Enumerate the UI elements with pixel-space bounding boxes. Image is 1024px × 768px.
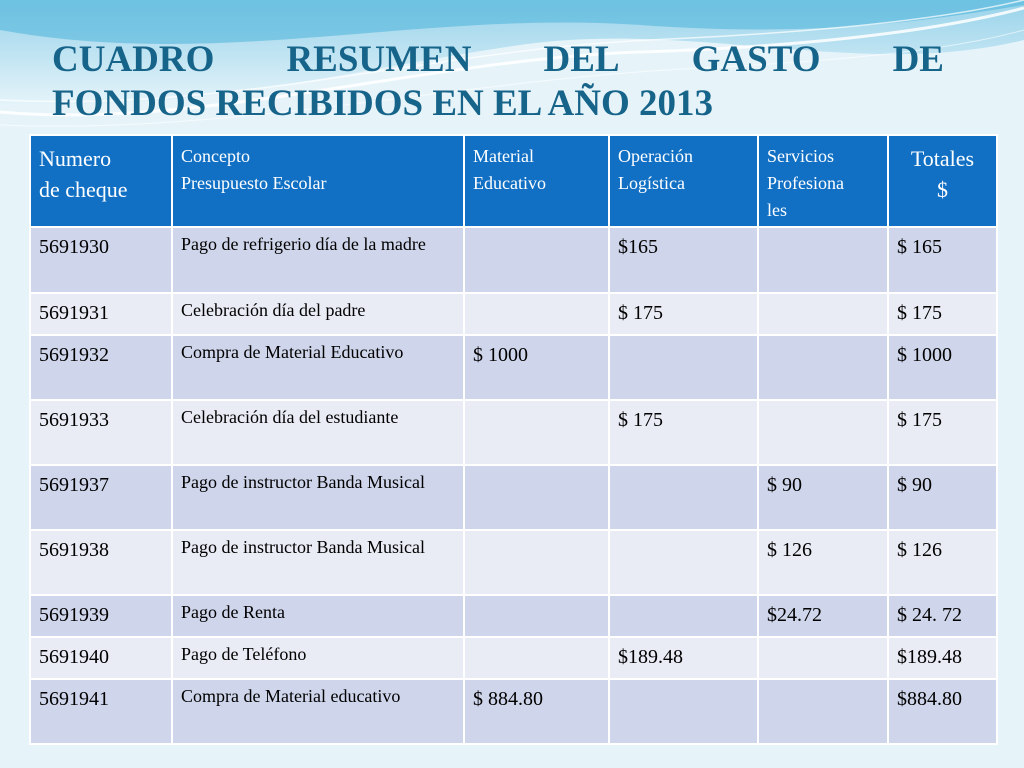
total-cell: $ 175 — [888, 400, 997, 465]
cheque-number-cell: 5691930 — [30, 227, 172, 293]
table-row — [30, 637, 997, 679]
concept-cell: Celebración día del padre — [172, 293, 464, 335]
total-cell: $ 90 — [888, 465, 997, 530]
servicios-cell — [758, 400, 888, 465]
header-servicios-profesionales: Servicios Profesiona les — [758, 135, 888, 227]
material-cell: $ 1000 — [464, 335, 609, 400]
concept-cell: Pago de refrigerio día de la madre — [172, 227, 464, 293]
operacion-cell: $ 175 — [609, 400, 758, 465]
operacion-cell — [609, 595, 758, 637]
operacion-cell: $165 — [609, 227, 758, 293]
header-operacion-logistica: Operación Logística — [609, 135, 758, 227]
header-totales: Totales $ — [888, 135, 997, 227]
cheque-number-cell: 5691931 — [30, 293, 172, 335]
title-line-1 — [52, 38, 944, 82]
cheque-number-cell: 5691940 — [30, 637, 172, 679]
material-cell — [464, 637, 609, 679]
total-cell: $189.48 — [888, 637, 997, 679]
concept-cell: Pago de Renta — [172, 595, 464, 637]
concept-cell: Pago de instructor Banda Musical — [172, 530, 464, 595]
operacion-cell: $ 175 — [609, 293, 758, 335]
servicios-cell — [758, 637, 888, 679]
total-cell: $ 165 — [888, 227, 997, 293]
concept-cell: Compra de Material educativo — [172, 679, 464, 744]
servicios-cell: $ 90 — [758, 465, 888, 530]
material-cell — [464, 400, 609, 465]
header-concepto: Concepto Presupuesto Escolar — [172, 135, 464, 227]
operacion-cell — [609, 335, 758, 400]
table-row — [30, 400, 997, 465]
material-cell — [464, 595, 609, 637]
table-row — [30, 227, 997, 293]
material-cell — [464, 227, 609, 293]
table-row — [30, 465, 997, 530]
servicios-cell: $24.72 — [758, 595, 888, 637]
concept-cell: Pago de instructor Banda Musical — [172, 465, 464, 530]
cheque-number-cell: 5691938 — [30, 530, 172, 595]
title-line-2: FONDOS RECIBIDOS EN EL AÑO 2013 — [52, 83, 713, 124]
table-header-row — [30, 135, 997, 227]
concept-cell: Compra de Material Educativo — [172, 335, 464, 400]
table-row — [30, 679, 997, 744]
title-word: CUADRO — [52, 39, 215, 80]
table-row — [30, 530, 997, 595]
cheque-number-cell: 5691932 — [30, 335, 172, 400]
servicios-cell — [758, 227, 888, 293]
servicios-cell — [758, 293, 888, 335]
summary-table-container — [29, 134, 996, 745]
concept-cell: Celebración día del estudiante — [172, 400, 464, 465]
header-material-educativo: Material Educativo — [464, 135, 609, 227]
cheque-number-cell: 5691941 — [30, 679, 172, 744]
servicios-cell: $ 126 — [758, 530, 888, 595]
operacion-cell — [609, 679, 758, 744]
material-cell — [464, 465, 609, 530]
title-word: GASTO — [691, 39, 821, 80]
table-row — [30, 293, 997, 335]
operacion-cell — [609, 465, 758, 530]
cheque-number-cell: 5691937 — [30, 465, 172, 530]
operacion-cell: $189.48 — [609, 637, 758, 679]
cheque-number-cell: 5691939 — [30, 595, 172, 637]
operacion-cell — [609, 530, 758, 595]
title-word: RESUMEN — [286, 39, 472, 80]
total-cell: $ 1000 — [888, 335, 997, 400]
total-cell: $ 126 — [888, 530, 997, 595]
header-cheque-number: Numero de cheque — [30, 135, 172, 227]
material-cell: $ 884.80 — [464, 679, 609, 744]
total-cell: $884.80 — [888, 679, 997, 744]
title-word: DE — [892, 39, 944, 80]
slide-title — [52, 38, 944, 126]
material-cell — [464, 293, 609, 335]
cheque-number-cell: 5691933 — [30, 400, 172, 465]
concept-cell: Pago de Teléfono — [172, 637, 464, 679]
servicios-cell — [758, 679, 888, 744]
material-cell — [464, 530, 609, 595]
title-word: DEL — [543, 39, 620, 80]
table-row — [30, 595, 997, 637]
table-row — [30, 335, 997, 400]
total-cell: $ 175 — [888, 293, 997, 335]
expense-summary-table — [29, 134, 998, 745]
servicios-cell — [758, 335, 888, 400]
total-cell: $ 24. 72 — [888, 595, 997, 637]
